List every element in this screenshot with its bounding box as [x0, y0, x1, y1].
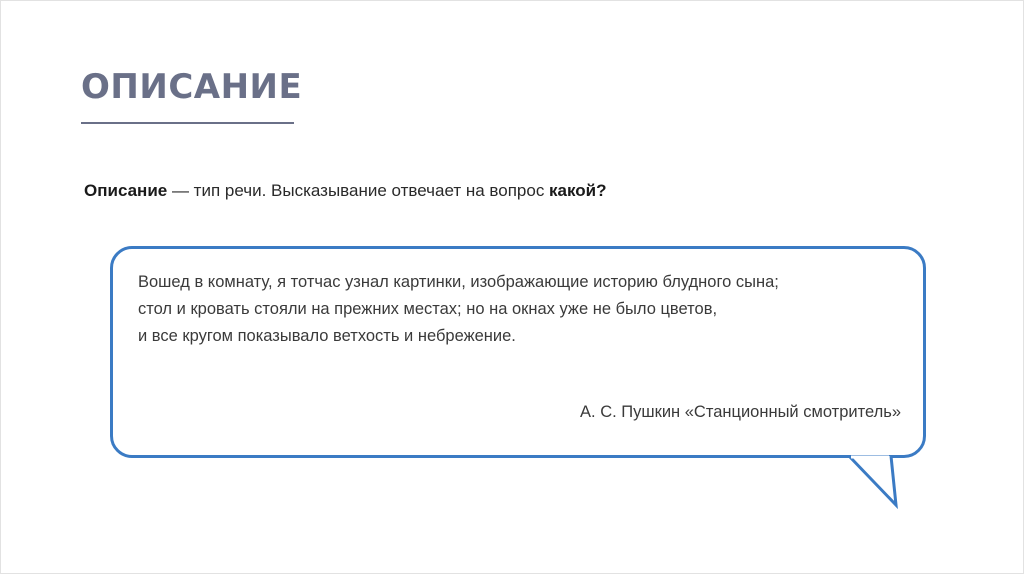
definition-term: Описание [84, 181, 168, 200]
definition-question: какой? [549, 181, 607, 200]
slide-title: ОПИСАНИЕ [81, 67, 303, 107]
quote-line: и все кругом показывало ветхость и небрежение. [138, 327, 516, 345]
speech-bubble-tail [843, 453, 903, 513]
definition-middle: — тип речи. Высказывание отвечает на вопрос [167, 181, 550, 200]
quote-line: Вошед в комнату, я тотчас узнал картинки, изображающие историю блудного сына; [138, 273, 779, 291]
quote-text [138, 269, 918, 350]
quote-line: стол и кровать стояли на прежних местах; но на окнах уже не было цветов, [138, 300, 718, 318]
title-underline [81, 122, 294, 124]
definition-text [84, 181, 607, 201]
quote-attribution: А. С. Пушкин «Станционный смотритель» [580, 403, 901, 421]
